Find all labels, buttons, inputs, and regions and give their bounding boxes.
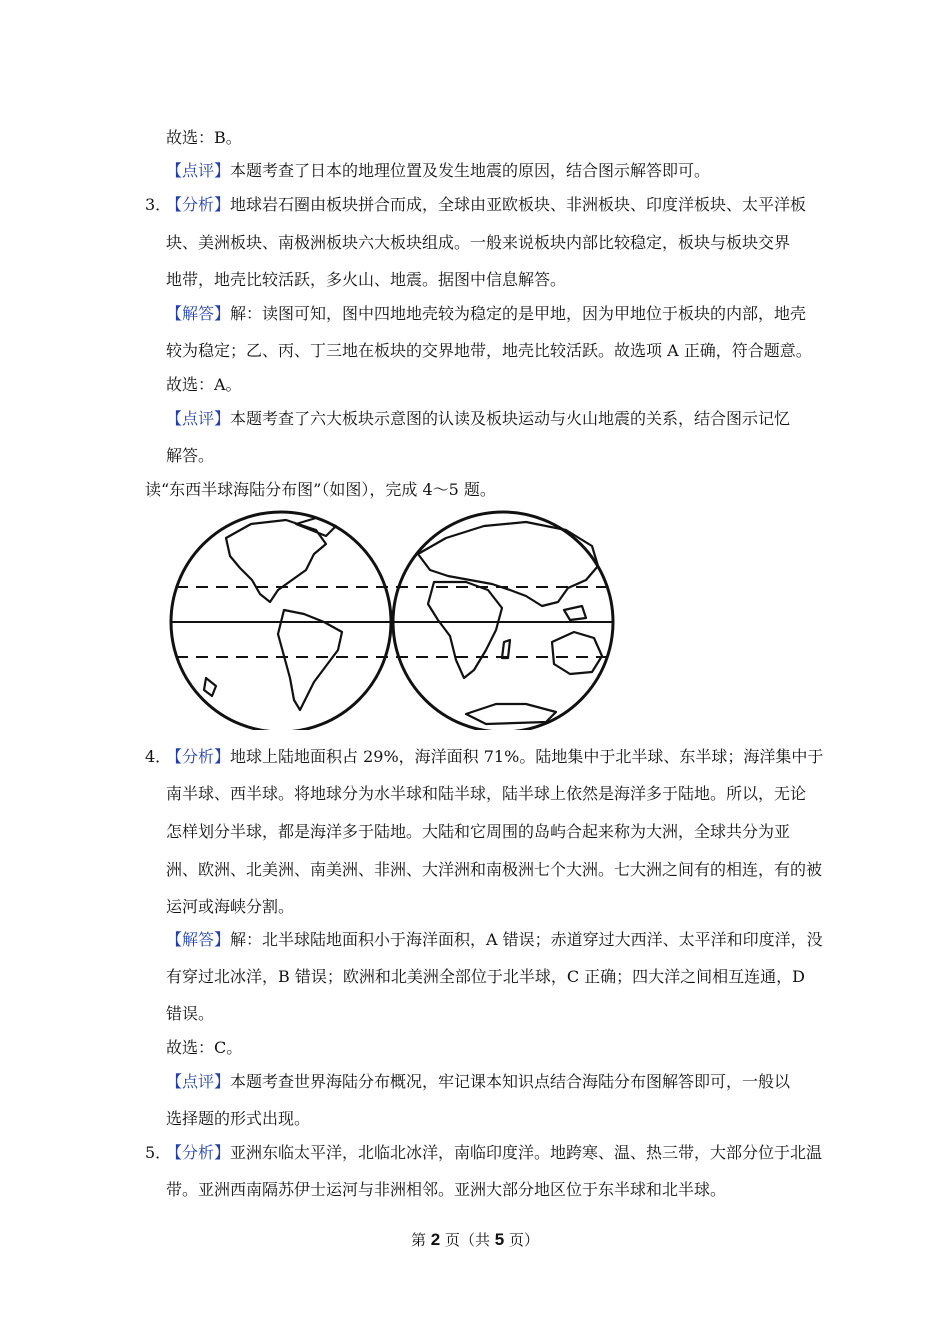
review-text: 选择题的形式出现。 <box>166 1109 311 1128</box>
australia-outline <box>552 632 602 674</box>
analysis-text: 地球上陆地面积占 29%，海洋面积 71%。陆地集中于北半球、东半球；海洋集中于 <box>230 747 824 766</box>
hemisphere-map-figure <box>166 510 626 730</box>
analysis-text: 地带，地壳比较活跃，多火山、地震。据图中信息解答。 <box>166 270 567 289</box>
answer-selection: 故选：C。 <box>166 1038 243 1057</box>
review-tag: 【点评】 <box>166 1072 231 1091</box>
analysis-tag: 【分析】 <box>166 747 231 766</box>
analysis-text: 怎样划分半球，都是海洋多于陆地。大陆和它周围的岛屿合起来称为大洲，全球共分为亚 <box>166 822 791 841</box>
solution-line <box>166 304 806 324</box>
analysis-text: 运河或海峡分割。 <box>166 897 295 916</box>
solution-text: 错误。 <box>166 1004 215 1023</box>
north-america-outline <box>226 520 326 602</box>
review-text: 本题考查了日本的地理位置及发生地震的原因，结合图示解答即可。 <box>230 161 711 180</box>
question-intro: 读“东西半球海陆分布图”（如图），完成 4～5 题。 <box>145 480 496 499</box>
review-line <box>166 161 710 181</box>
solution-text: 解：读图可知，图中四地地壳较为稳定的是甲地，因为甲地位于板块的内部，地壳 <box>230 304 807 323</box>
solution-text: 有穿过北冰洋，B 错误；欧洲和北美洲全部位于北半球，C 正确；四大洋之间相互连通，D <box>166 967 806 986</box>
analysis-text: 南半球、西半球。将地球分为水半球和陆半球，陆半球上依然是海洋多于陆地。所以，无论 <box>166 784 807 803</box>
footer-prefix: 第 <box>410 1231 426 1249</box>
analysis-line <box>166 747 823 767</box>
solution-tag: 【解答】 <box>166 304 231 323</box>
question-number-5: 5． <box>145 1143 172 1162</box>
review-tag: 【点评】 <box>166 409 231 428</box>
answer-selection: 故选：B。 <box>166 128 242 147</box>
question-number-3: 3． <box>145 195 172 214</box>
analysis-line <box>166 195 806 215</box>
review-text: 本题考查了六大板块示意图的认读及板块运动与火山地震的关系，结合图示记忆 <box>230 409 791 428</box>
review-text: 本题考查世界海陆分布概况，牢记课本知识点结合海陆分布图解答即可，一般以 <box>230 1072 791 1091</box>
analysis-text: 洲、欧洲、北美洲、南美洲、非洲、大洋洲和南极洲七个大洲。七大洲之间有的相连，有的被 <box>166 860 823 879</box>
analysis-tag: 【分析】 <box>166 1143 231 1162</box>
review-tag: 【点评】 <box>166 161 231 180</box>
analysis-line <box>166 1143 822 1163</box>
analysis-text: 地球岩石圈由板块拼合而成，全球由亚欧板块、非洲板块、印度洋板块、太平洋板 <box>230 195 807 214</box>
analysis-text: 亚洲东临太平洋，北临北冰洋，南临印度洋。地跨寒、温、热三带，大部分位于北温 <box>230 1143 823 1162</box>
analysis-text: 带。亚洲西南隔苏伊士运河与非洲相邻。亚洲大部分地区位于东半球和北半球。 <box>166 1180 727 1199</box>
review-line <box>166 409 790 429</box>
review-line <box>166 1072 790 1092</box>
analysis-text: 块、美洲板块、南极洲板块六大板块组成。一般来说板块内部比较稳定，板块与板块交界 <box>166 233 791 252</box>
antarctica-outline <box>466 704 556 724</box>
answer-selection: 故选：A。 <box>166 375 242 394</box>
solution-text: 较为稳定；乙、丙、丁三地在板块的交界地带，地壳比较活跃。故选项 A 正确，符合题意。 <box>166 341 812 360</box>
page-footer <box>0 1229 950 1250</box>
south-america-outline <box>278 610 342 710</box>
review-text: 解答。 <box>166 446 215 465</box>
footer-middle: 页（共 <box>444 1231 490 1249</box>
page-number: 2 <box>430 1230 441 1249</box>
solution-line <box>166 930 823 950</box>
solution-text: 解：北半球陆地面积小于海洋面积，A 错误；赤道穿过大西洋、太平洋和印度洋，没 <box>230 930 823 949</box>
total-pages: 5 <box>494 1230 505 1249</box>
question-number-4: 4． <box>145 747 172 766</box>
footer-suffix: 页） <box>509 1231 540 1249</box>
solution-tag: 【解答】 <box>166 930 231 949</box>
analysis-tag: 【分析】 <box>166 195 231 214</box>
africa-outline <box>428 582 502 678</box>
